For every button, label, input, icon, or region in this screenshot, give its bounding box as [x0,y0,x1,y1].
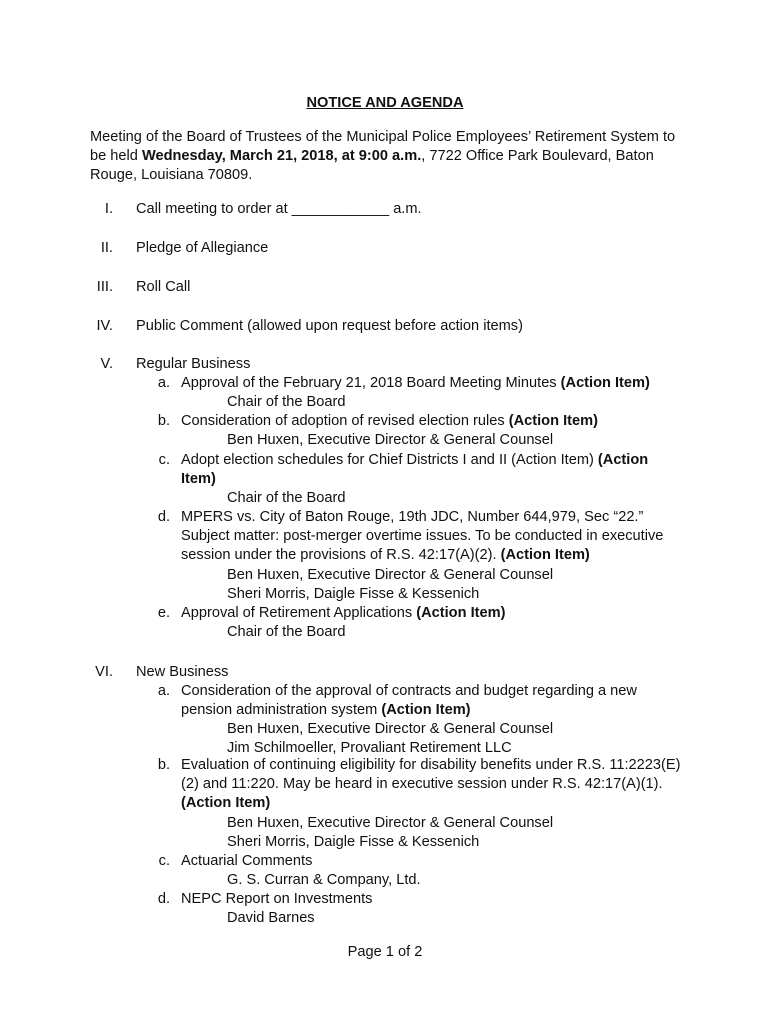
presenter: Sheri Morris, Daigle Fisse & Kessenich [227,834,480,850]
subitem-letter: e. [157,605,170,621]
subitem-text [181,508,681,565]
subitem-description: Approval of Retirement Applications [181,605,417,621]
action-item-label: (Action Item) [560,375,650,391]
presenter: Chair of the Board [227,490,346,506]
item-text: Public Comment (allowed upon request before action items) [136,318,523,334]
subitem-description: Adopt election schedules for Chief Districts I and II (Action Item) [181,452,598,468]
intro-text-end: , 7722 Office Park Boulevard, Baton Rouge, Louisiana 70809. [90,148,654,183]
item-number: VI. [95,664,113,680]
presenter: Ben Huxen, Executive Director & General Counsel [227,815,554,831]
action-item-label: (Action Item) [181,795,271,811]
subitem-text [181,451,681,489]
subitem-letter: c. [158,853,170,869]
item-text: Roll Call [136,279,191,295]
presenter: Ben Huxen, Executive Director & General Counsel [227,567,554,583]
presenter: G. S. Curran & Company, Ltd. [227,872,421,888]
presenter: Ben Huxen, Executive Director & General Counsel [227,721,554,737]
subitem-description: Consideration of adoption of revised election rules [181,413,509,429]
subitem-text [181,852,681,871]
subitem-letter: a. [157,375,170,391]
item-number: I. [104,201,113,217]
item-number: V. [100,356,113,372]
action-item-label: (Action Item) [508,413,598,429]
subitem-text [181,374,681,393]
subitem-description: Evaluation of continuing eligibility for disability benefits under R.S. 11:2223(E)(2) and 11:220. May be heard in executive session under R.S. 42:17(A)(1). [181,757,681,792]
subitem-description: Consideration of the approval of contracts and budget regarding a new pension administration system [181,683,637,718]
subitem-letter: d. [157,509,170,525]
action-item-label: (Action Item) [381,702,471,718]
item-text: New Business [136,664,229,680]
item-text: Regular Business [136,356,251,372]
item-text: Pledge of Allegiance [136,240,269,256]
subitem-letter: a. [157,683,170,699]
action-item-label: (Action Item) [500,547,590,563]
meeting-datetime: Wednesday, March 21, 2018, at 9:00 a.m. [141,148,422,164]
meeting-intro [90,128,690,185]
subitem-text [181,412,681,431]
subitem-letter: c. [158,452,170,468]
subitem-letter: b. [157,757,170,773]
subitem-description: Actuarial Comments [181,853,313,869]
item-number: IV. [96,318,113,334]
action-item-label: (Action Item) [416,605,506,621]
subitem-description: NEPC Report on Investments [181,891,373,907]
intro-text-start: Meeting of the Board of Trustees of the Municipal Police Employees’ Retirement System to be held [90,129,676,164]
subitem-text [181,682,681,720]
presenter: Ben Huxen, Executive Director & General Counsel [227,432,554,448]
presenter: Sheri Morris, Daigle Fisse & Kessenich [227,586,480,602]
subitem-text [181,604,681,623]
subitem-description: Approval of the February 21, 2018 Board Meeting Minutes [181,375,561,391]
item-text: Call meeting to order at ____________ a.m. [136,201,422,217]
subitem-text [181,756,681,813]
page-number: Page 1 of 2 [347,944,423,960]
page-title: NOTICE AND AGENDA [306,95,464,111]
item-number: II. [100,240,113,256]
action-item-label: (Action Item) [181,452,649,487]
presenter: Chair of the Board [227,394,346,410]
presenter: Jim Schilmoeller, Provaliant Retirement LLC [227,740,512,756]
item-number: III. [96,279,113,295]
subitem-description: MPERS vs. City of Baton Rouge, 19th JDC, Number 644,979, Sec “22.” Subject matter: post-merger overtime issues. To be conducted in executive session under the provisions of R.S. 42:17(A)(2). [181,509,664,563]
presenter: Chair of the Board [227,624,346,640]
subitem-text [181,890,681,909]
subitem-letter: d. [157,891,170,907]
presenter: David Barnes [227,910,315,926]
subitem-letter: b. [157,413,170,429]
